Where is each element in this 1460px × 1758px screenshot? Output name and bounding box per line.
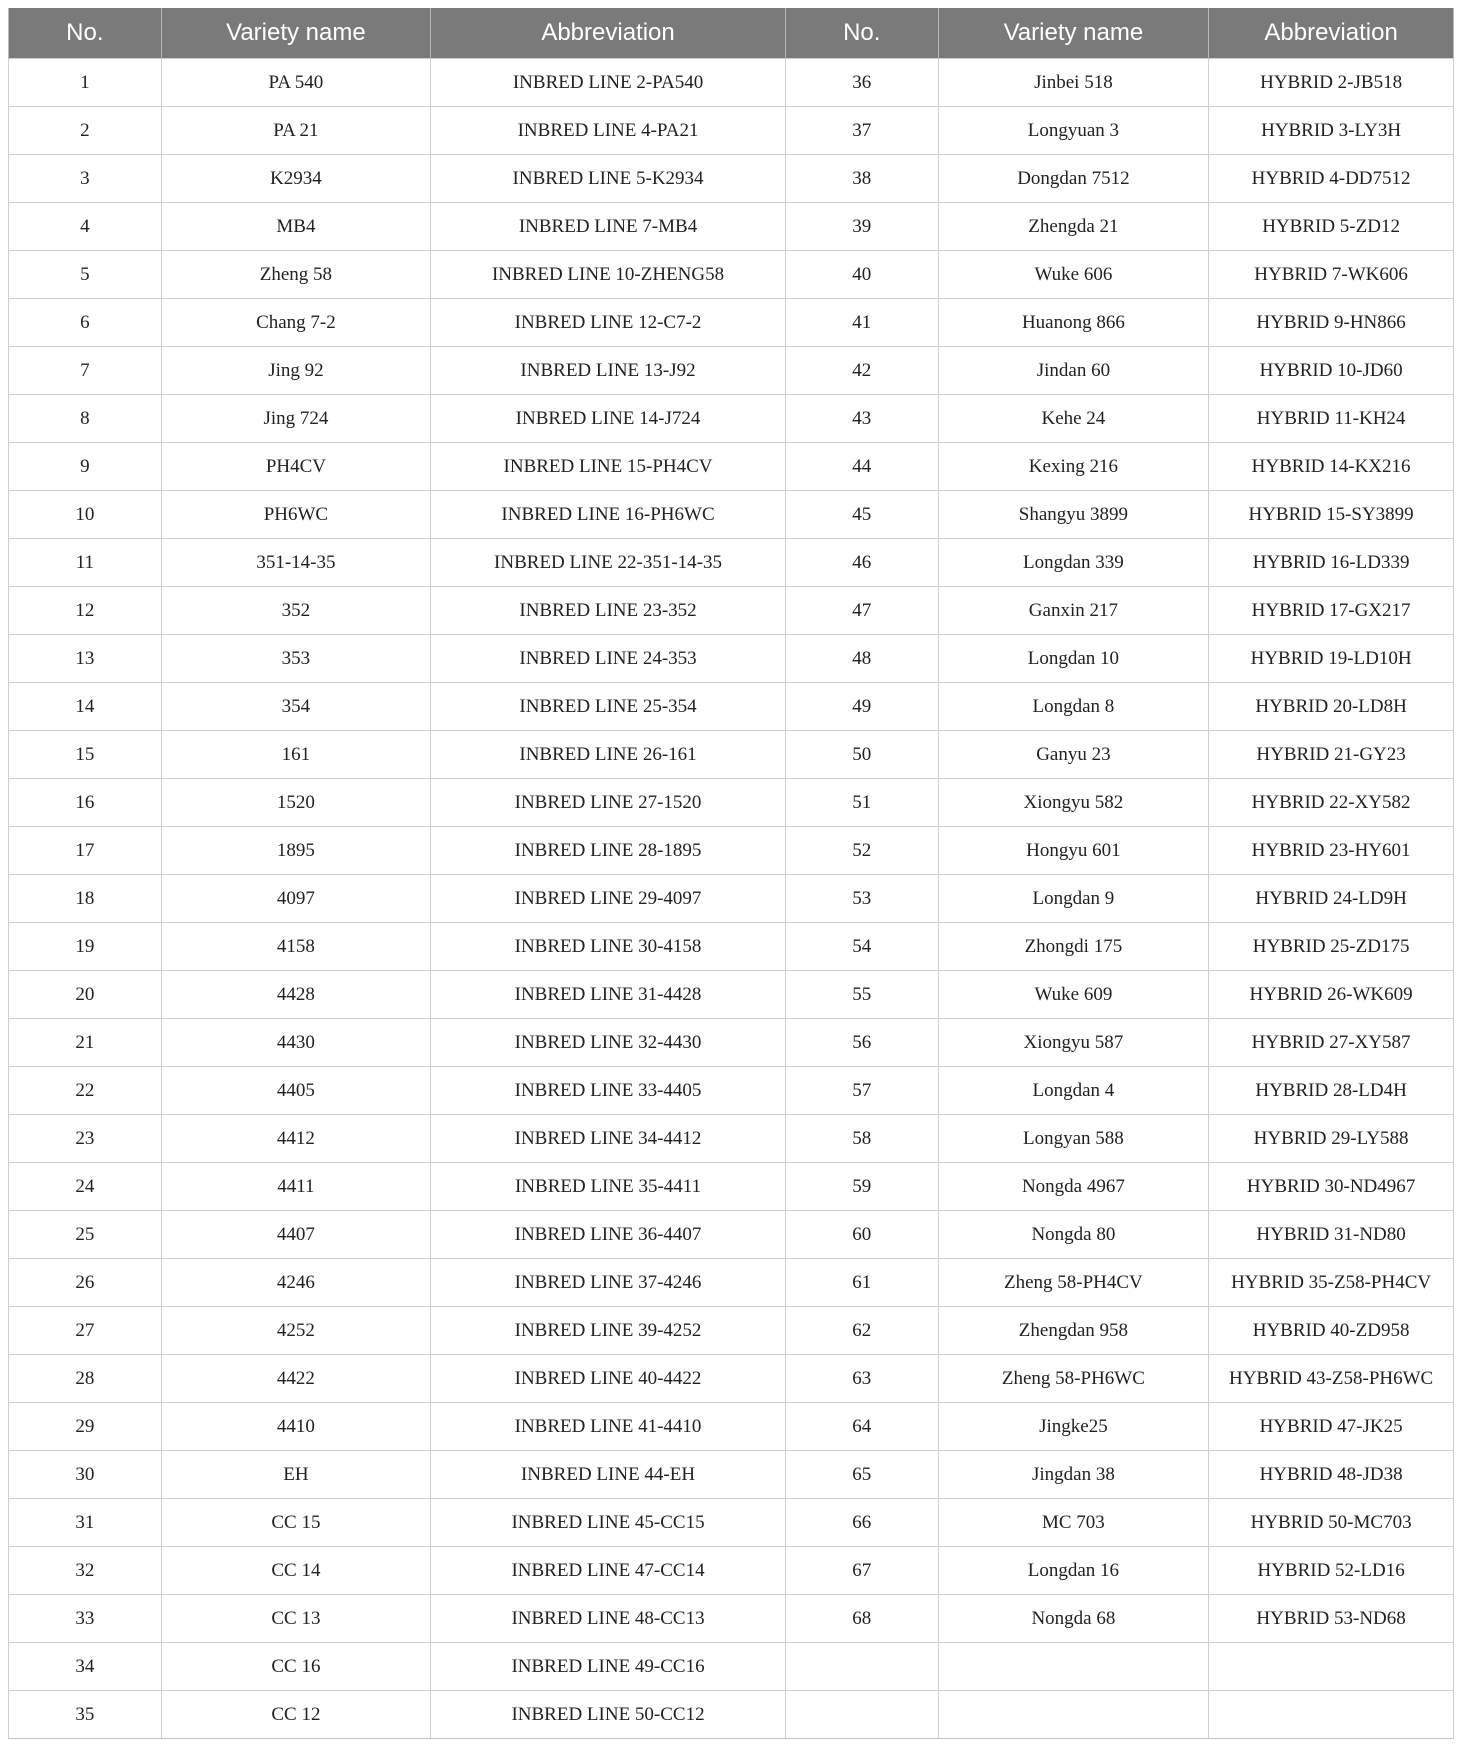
cell-abbreviation: HYBRID 53-ND68 xyxy=(1209,1595,1454,1643)
cell-variety-name: 4412 xyxy=(161,1115,430,1163)
cell-abbreviation: INBRED LINE 44-EH xyxy=(431,1451,786,1499)
cell-variety-name: 161 xyxy=(161,731,430,779)
cell-no: 50 xyxy=(785,731,938,779)
table-row xyxy=(9,683,1454,731)
table-row xyxy=(9,1595,1454,1643)
cell-no: 39 xyxy=(785,203,938,251)
cell-abbreviation: HYBRID 29-LY588 xyxy=(1209,1115,1454,1163)
cell-abbreviation: INBRED LINE 14-J724 xyxy=(431,395,786,443)
cell-abbreviation: INBRED LINE 16-PH6WC xyxy=(431,491,786,539)
cell-variety-name: PA 21 xyxy=(161,107,430,155)
cell-no: 62 xyxy=(785,1307,938,1355)
cell-variety-name: 351-14-35 xyxy=(161,539,430,587)
cell-abbreviation: INBRED LINE 36-4407 xyxy=(431,1211,786,1259)
cell-abbreviation: HYBRID 19-LD10H xyxy=(1209,635,1454,683)
cell-abbreviation: HYBRID 31-ND80 xyxy=(1209,1211,1454,1259)
cell-abbreviation: INBRED LINE 41-4410 xyxy=(431,1403,786,1451)
cell-abbreviation: INBRED LINE 50-CC12 xyxy=(431,1691,786,1739)
cell-abbreviation: HYBRID 25-ZD175 xyxy=(1209,923,1454,971)
cell-abbreviation xyxy=(1209,1691,1454,1739)
cell-variety-name: Longdan 4 xyxy=(938,1067,1209,1115)
cell-variety-name: Zhengdan 958 xyxy=(938,1307,1209,1355)
cell-variety-name: Nongda 80 xyxy=(938,1211,1209,1259)
cell-variety-name: CC 15 xyxy=(161,1499,430,1547)
cell-abbreviation: INBRED LINE 45-CC15 xyxy=(431,1499,786,1547)
table-row xyxy=(9,443,1454,491)
cell-no: 25 xyxy=(9,1211,162,1259)
table-row xyxy=(9,1067,1454,1115)
cell-abbreviation: HYBRID 7-WK606 xyxy=(1209,251,1454,299)
cell-abbreviation xyxy=(1209,1643,1454,1691)
cell-no: 42 xyxy=(785,347,938,395)
cell-no xyxy=(785,1643,938,1691)
cell-variety-name: Zhongdi 175 xyxy=(938,923,1209,971)
cell-abbreviation: INBRED LINE 15-PH4CV xyxy=(431,443,786,491)
header-no-left: No. xyxy=(9,8,162,59)
table-row xyxy=(9,1259,1454,1307)
cell-no: 13 xyxy=(9,635,162,683)
table-row xyxy=(9,395,1454,443)
cell-no: 7 xyxy=(9,347,162,395)
cell-no: 64 xyxy=(785,1403,938,1451)
cell-abbreviation: HYBRID 27-XY587 xyxy=(1209,1019,1454,1067)
variety-table xyxy=(8,8,1454,1739)
cell-abbreviation: HYBRID 52-LD16 xyxy=(1209,1547,1454,1595)
cell-no: 66 xyxy=(785,1499,938,1547)
cell-abbreviation: INBRED LINE 35-4411 xyxy=(431,1163,786,1211)
table-row xyxy=(9,875,1454,923)
cell-abbreviation: INBRED LINE 30-4158 xyxy=(431,923,786,971)
cell-no: 14 xyxy=(9,683,162,731)
cell-no: 41 xyxy=(785,299,938,347)
cell-no: 33 xyxy=(9,1595,162,1643)
table-row xyxy=(9,1307,1454,1355)
cell-variety-name: 4410 xyxy=(161,1403,430,1451)
cell-abbreviation: INBRED LINE 22-351-14-35 xyxy=(431,539,786,587)
cell-variety-name: PH6WC xyxy=(161,491,430,539)
cell-abbreviation: INBRED LINE 24-353 xyxy=(431,635,786,683)
table-row xyxy=(9,587,1454,635)
cell-variety-name: Wuke 609 xyxy=(938,971,1209,1019)
table-row xyxy=(9,1163,1454,1211)
cell-no: 9 xyxy=(9,443,162,491)
cell-no: 22 xyxy=(9,1067,162,1115)
cell-abbreviation: HYBRID 15-SY3899 xyxy=(1209,491,1454,539)
cell-abbreviation: INBRED LINE 26-161 xyxy=(431,731,786,779)
cell-no: 48 xyxy=(785,635,938,683)
cell-no: 34 xyxy=(9,1643,162,1691)
cell-variety-name: Longdan 9 xyxy=(938,875,1209,923)
cell-abbreviation: INBRED LINE 29-4097 xyxy=(431,875,786,923)
table-row xyxy=(9,923,1454,971)
cell-variety-name: Jinbei 518 xyxy=(938,59,1209,107)
table-body xyxy=(9,59,1454,1739)
cell-no: 18 xyxy=(9,875,162,923)
cell-variety-name: Jingke25 xyxy=(938,1403,1209,1451)
cell-abbreviation: HYBRID 47-JK25 xyxy=(1209,1403,1454,1451)
cell-no: 47 xyxy=(785,587,938,635)
cell-variety-name: 4097 xyxy=(161,875,430,923)
cell-variety-name: Jing 724 xyxy=(161,395,430,443)
table-row xyxy=(9,1451,1454,1499)
cell-no: 19 xyxy=(9,923,162,971)
cell-no: 68 xyxy=(785,1595,938,1643)
cell-variety-name: Longdan 16 xyxy=(938,1547,1209,1595)
table-row xyxy=(9,539,1454,587)
cell-abbreviation: INBRED LINE 32-4430 xyxy=(431,1019,786,1067)
cell-abbreviation: INBRED LINE 4-PA21 xyxy=(431,107,786,155)
cell-variety-name: Zheng 58 xyxy=(161,251,430,299)
cell-abbreviation: INBRED LINE 23-352 xyxy=(431,587,786,635)
cell-abbreviation: HYBRID 35-Z58-PH4CV xyxy=(1209,1259,1454,1307)
header-row xyxy=(9,8,1454,59)
cell-variety-name: PA 540 xyxy=(161,59,430,107)
cell-abbreviation: HYBRID 48-JD38 xyxy=(1209,1451,1454,1499)
table-row xyxy=(9,1019,1454,1067)
cell-no xyxy=(785,1691,938,1739)
cell-variety-name: Jing 92 xyxy=(161,347,430,395)
cell-variety-name: Zheng 58-PH6WC xyxy=(938,1355,1209,1403)
cell-no: 24 xyxy=(9,1163,162,1211)
cell-variety-name: 4411 xyxy=(161,1163,430,1211)
cell-no: 51 xyxy=(785,779,938,827)
cell-variety-name: Longdan 10 xyxy=(938,635,1209,683)
header-abbreviation-right: Abbreviation xyxy=(1209,8,1454,59)
cell-abbreviation: HYBRID 10-JD60 xyxy=(1209,347,1454,395)
cell-variety-name: MC 703 xyxy=(938,1499,1209,1547)
cell-variety-name: CC 16 xyxy=(161,1643,430,1691)
table-row xyxy=(9,203,1454,251)
cell-variety-name: CC 12 xyxy=(161,1691,430,1739)
cell-abbreviation: INBRED LINE 25-354 xyxy=(431,683,786,731)
cell-no: 6 xyxy=(9,299,162,347)
table-row xyxy=(9,827,1454,875)
cell-no: 61 xyxy=(785,1259,938,1307)
cell-variety-name: 4246 xyxy=(161,1259,430,1307)
cell-no: 12 xyxy=(9,587,162,635)
cell-abbreviation: HYBRID 24-LD9H xyxy=(1209,875,1454,923)
cell-variety-name: Xiongyu 587 xyxy=(938,1019,1209,1067)
cell-variety-name: 4158 xyxy=(161,923,430,971)
cell-variety-name: Jingdan 38 xyxy=(938,1451,1209,1499)
cell-abbreviation: INBRED LINE 31-4428 xyxy=(431,971,786,1019)
cell-no: 21 xyxy=(9,1019,162,1067)
cell-variety-name: 353 xyxy=(161,635,430,683)
cell-variety-name: 1520 xyxy=(161,779,430,827)
cell-variety-name: Chang 7-2 xyxy=(161,299,430,347)
cell-variety-name: Ganxin 217 xyxy=(938,587,1209,635)
cell-variety-name: Zhengda 21 xyxy=(938,203,1209,251)
cell-abbreviation: HYBRID 30-ND4967 xyxy=(1209,1163,1454,1211)
table-row xyxy=(9,1355,1454,1403)
cell-no: 45 xyxy=(785,491,938,539)
table-row xyxy=(9,731,1454,779)
cell-abbreviation: INBRED LINE 5-K2934 xyxy=(431,155,786,203)
cell-abbreviation: INBRED LINE 2-PA540 xyxy=(431,59,786,107)
cell-abbreviation: INBRED LINE 48-CC13 xyxy=(431,1595,786,1643)
table-row xyxy=(9,1499,1454,1547)
cell-no: 23 xyxy=(9,1115,162,1163)
cell-variety-name xyxy=(938,1643,1209,1691)
cell-abbreviation: HYBRID 23-HY601 xyxy=(1209,827,1454,875)
cell-abbreviation: INBRED LINE 49-CC16 xyxy=(431,1643,786,1691)
table-row xyxy=(9,155,1454,203)
cell-variety-name: Jindan 60 xyxy=(938,347,1209,395)
cell-variety-name: 352 xyxy=(161,587,430,635)
cell-abbreviation: INBRED LINE 12-C7-2 xyxy=(431,299,786,347)
cell-abbreviation: HYBRID 40-ZD958 xyxy=(1209,1307,1454,1355)
cell-no: 35 xyxy=(9,1691,162,1739)
cell-abbreviation: HYBRID 28-LD4H xyxy=(1209,1067,1454,1115)
cell-abbreviation: INBRED LINE 33-4405 xyxy=(431,1067,786,1115)
cell-abbreviation: HYBRID 17-GX217 xyxy=(1209,587,1454,635)
cell-abbreviation: INBRED LINE 27-1520 xyxy=(431,779,786,827)
cell-no: 67 xyxy=(785,1547,938,1595)
cell-abbreviation: HYBRID 11-KH24 xyxy=(1209,395,1454,443)
cell-abbreviation: HYBRID 43-Z58-PH6WC xyxy=(1209,1355,1454,1403)
cell-no: 30 xyxy=(9,1451,162,1499)
table-row xyxy=(9,779,1454,827)
cell-abbreviation: HYBRID 50-MC703 xyxy=(1209,1499,1454,1547)
cell-abbreviation: HYBRID 3-LY3H xyxy=(1209,107,1454,155)
cell-abbreviation: INBRED LINE 10-ZHENG58 xyxy=(431,251,786,299)
table-row xyxy=(9,491,1454,539)
cell-no: 29 xyxy=(9,1403,162,1451)
table-row xyxy=(9,1403,1454,1451)
cell-no: 38 xyxy=(785,155,938,203)
cell-variety-name: Wuke 606 xyxy=(938,251,1209,299)
table-row xyxy=(9,1691,1454,1739)
cell-no: 58 xyxy=(785,1115,938,1163)
cell-no: 27 xyxy=(9,1307,162,1355)
cell-abbreviation: INBRED LINE 28-1895 xyxy=(431,827,786,875)
cell-abbreviation: HYBRID 20-LD8H xyxy=(1209,683,1454,731)
table-row xyxy=(9,1211,1454,1259)
cell-abbreviation: HYBRID 14-KX216 xyxy=(1209,443,1454,491)
cell-no: 54 xyxy=(785,923,938,971)
cell-no: 60 xyxy=(785,1211,938,1259)
cell-no: 56 xyxy=(785,1019,938,1067)
cell-abbreviation: INBRED LINE 13-J92 xyxy=(431,347,786,395)
cell-abbreviation: INBRED LINE 47-CC14 xyxy=(431,1547,786,1595)
table-row xyxy=(9,347,1454,395)
cell-no: 53 xyxy=(785,875,938,923)
cell-no: 17 xyxy=(9,827,162,875)
cell-no: 43 xyxy=(785,395,938,443)
cell-variety-name: Longdan 8 xyxy=(938,683,1209,731)
cell-no: 59 xyxy=(785,1163,938,1211)
header-no-right: No. xyxy=(785,8,938,59)
table-row xyxy=(9,635,1454,683)
cell-abbreviation: HYBRID 16-LD339 xyxy=(1209,539,1454,587)
cell-abbreviation: HYBRID 22-XY582 xyxy=(1209,779,1454,827)
table-container xyxy=(8,8,1454,1739)
cell-abbreviation: INBRED LINE 34-4412 xyxy=(431,1115,786,1163)
cell-variety-name: Longyuan 3 xyxy=(938,107,1209,155)
cell-variety-name: Nongda 4967 xyxy=(938,1163,1209,1211)
header-variety-name-right: Variety name xyxy=(938,8,1209,59)
table-row xyxy=(9,1115,1454,1163)
cell-no: 37 xyxy=(785,107,938,155)
cell-abbreviation: HYBRID 2-JB518 xyxy=(1209,59,1454,107)
table-row xyxy=(9,59,1454,107)
cell-variety-name: Longyan 588 xyxy=(938,1115,1209,1163)
cell-variety-name: Hongyu 601 xyxy=(938,827,1209,875)
cell-variety-name: Shangyu 3899 xyxy=(938,491,1209,539)
table-row xyxy=(9,1643,1454,1691)
cell-no: 20 xyxy=(9,971,162,1019)
cell-variety-name: Xiongyu 582 xyxy=(938,779,1209,827)
cell-abbreviation: HYBRID 26-WK609 xyxy=(1209,971,1454,1019)
cell-no: 46 xyxy=(785,539,938,587)
cell-no: 31 xyxy=(9,1499,162,1547)
cell-no: 1 xyxy=(9,59,162,107)
cell-abbreviation: INBRED LINE 37-4246 xyxy=(431,1259,786,1307)
cell-no: 65 xyxy=(785,1451,938,1499)
table-row xyxy=(9,1547,1454,1595)
cell-abbreviation: HYBRID 9-HN866 xyxy=(1209,299,1454,347)
cell-variety-name: K2934 xyxy=(161,155,430,203)
cell-variety-name: CC 14 xyxy=(161,1547,430,1595)
cell-no: 10 xyxy=(9,491,162,539)
cell-variety-name: EH xyxy=(161,1451,430,1499)
cell-no: 32 xyxy=(9,1547,162,1595)
cell-variety-name: Huanong 866 xyxy=(938,299,1209,347)
cell-variety-name: CC 13 xyxy=(161,1595,430,1643)
cell-abbreviation: INBRED LINE 40-4422 xyxy=(431,1355,786,1403)
cell-no: 26 xyxy=(9,1259,162,1307)
cell-variety-name: Longdan 339 xyxy=(938,539,1209,587)
cell-variety-name: Ganyu 23 xyxy=(938,731,1209,779)
cell-variety-name: Kehe 24 xyxy=(938,395,1209,443)
cell-variety-name: 4405 xyxy=(161,1067,430,1115)
cell-variety-name: 4407 xyxy=(161,1211,430,1259)
cell-abbreviation: INBRED LINE 7-MB4 xyxy=(431,203,786,251)
cell-variety-name xyxy=(938,1691,1209,1739)
cell-no: 2 xyxy=(9,107,162,155)
cell-no: 49 xyxy=(785,683,938,731)
cell-no: 16 xyxy=(9,779,162,827)
cell-variety-name: Nongda 68 xyxy=(938,1595,1209,1643)
cell-no: 55 xyxy=(785,971,938,1019)
cell-no: 5 xyxy=(9,251,162,299)
cell-variety-name: MB4 xyxy=(161,203,430,251)
cell-variety-name: 4430 xyxy=(161,1019,430,1067)
cell-no: 52 xyxy=(785,827,938,875)
table-row xyxy=(9,107,1454,155)
cell-abbreviation: HYBRID 4-DD7512 xyxy=(1209,155,1454,203)
cell-no: 36 xyxy=(785,59,938,107)
cell-no: 11 xyxy=(9,539,162,587)
cell-no: 63 xyxy=(785,1355,938,1403)
cell-no: 4 xyxy=(9,203,162,251)
cell-no: 44 xyxy=(785,443,938,491)
header-variety-name-left: Variety name xyxy=(161,8,430,59)
cell-variety-name: 1895 xyxy=(161,827,430,875)
cell-variety-name: Kexing 216 xyxy=(938,443,1209,491)
cell-no: 3 xyxy=(9,155,162,203)
cell-variety-name: 354 xyxy=(161,683,430,731)
header-abbreviation-left: Abbreviation xyxy=(431,8,786,59)
cell-abbreviation: HYBRID 21-GY23 xyxy=(1209,731,1454,779)
cell-no: 40 xyxy=(785,251,938,299)
cell-no: 15 xyxy=(9,731,162,779)
cell-no: 28 xyxy=(9,1355,162,1403)
table-header xyxy=(9,8,1454,59)
table-row xyxy=(9,971,1454,1019)
table-row xyxy=(9,299,1454,347)
cell-no: 57 xyxy=(785,1067,938,1115)
cell-variety-name: 4422 xyxy=(161,1355,430,1403)
cell-variety-name: 4252 xyxy=(161,1307,430,1355)
cell-abbreviation: HYBRID 5-ZD12 xyxy=(1209,203,1454,251)
cell-no: 8 xyxy=(9,395,162,443)
cell-variety-name: PH4CV xyxy=(161,443,430,491)
cell-variety-name: Dongdan 7512 xyxy=(938,155,1209,203)
cell-variety-name: 4428 xyxy=(161,971,430,1019)
table-row xyxy=(9,251,1454,299)
cell-abbreviation: INBRED LINE 39-4252 xyxy=(431,1307,786,1355)
cell-variety-name: Zheng 58-PH4CV xyxy=(938,1259,1209,1307)
